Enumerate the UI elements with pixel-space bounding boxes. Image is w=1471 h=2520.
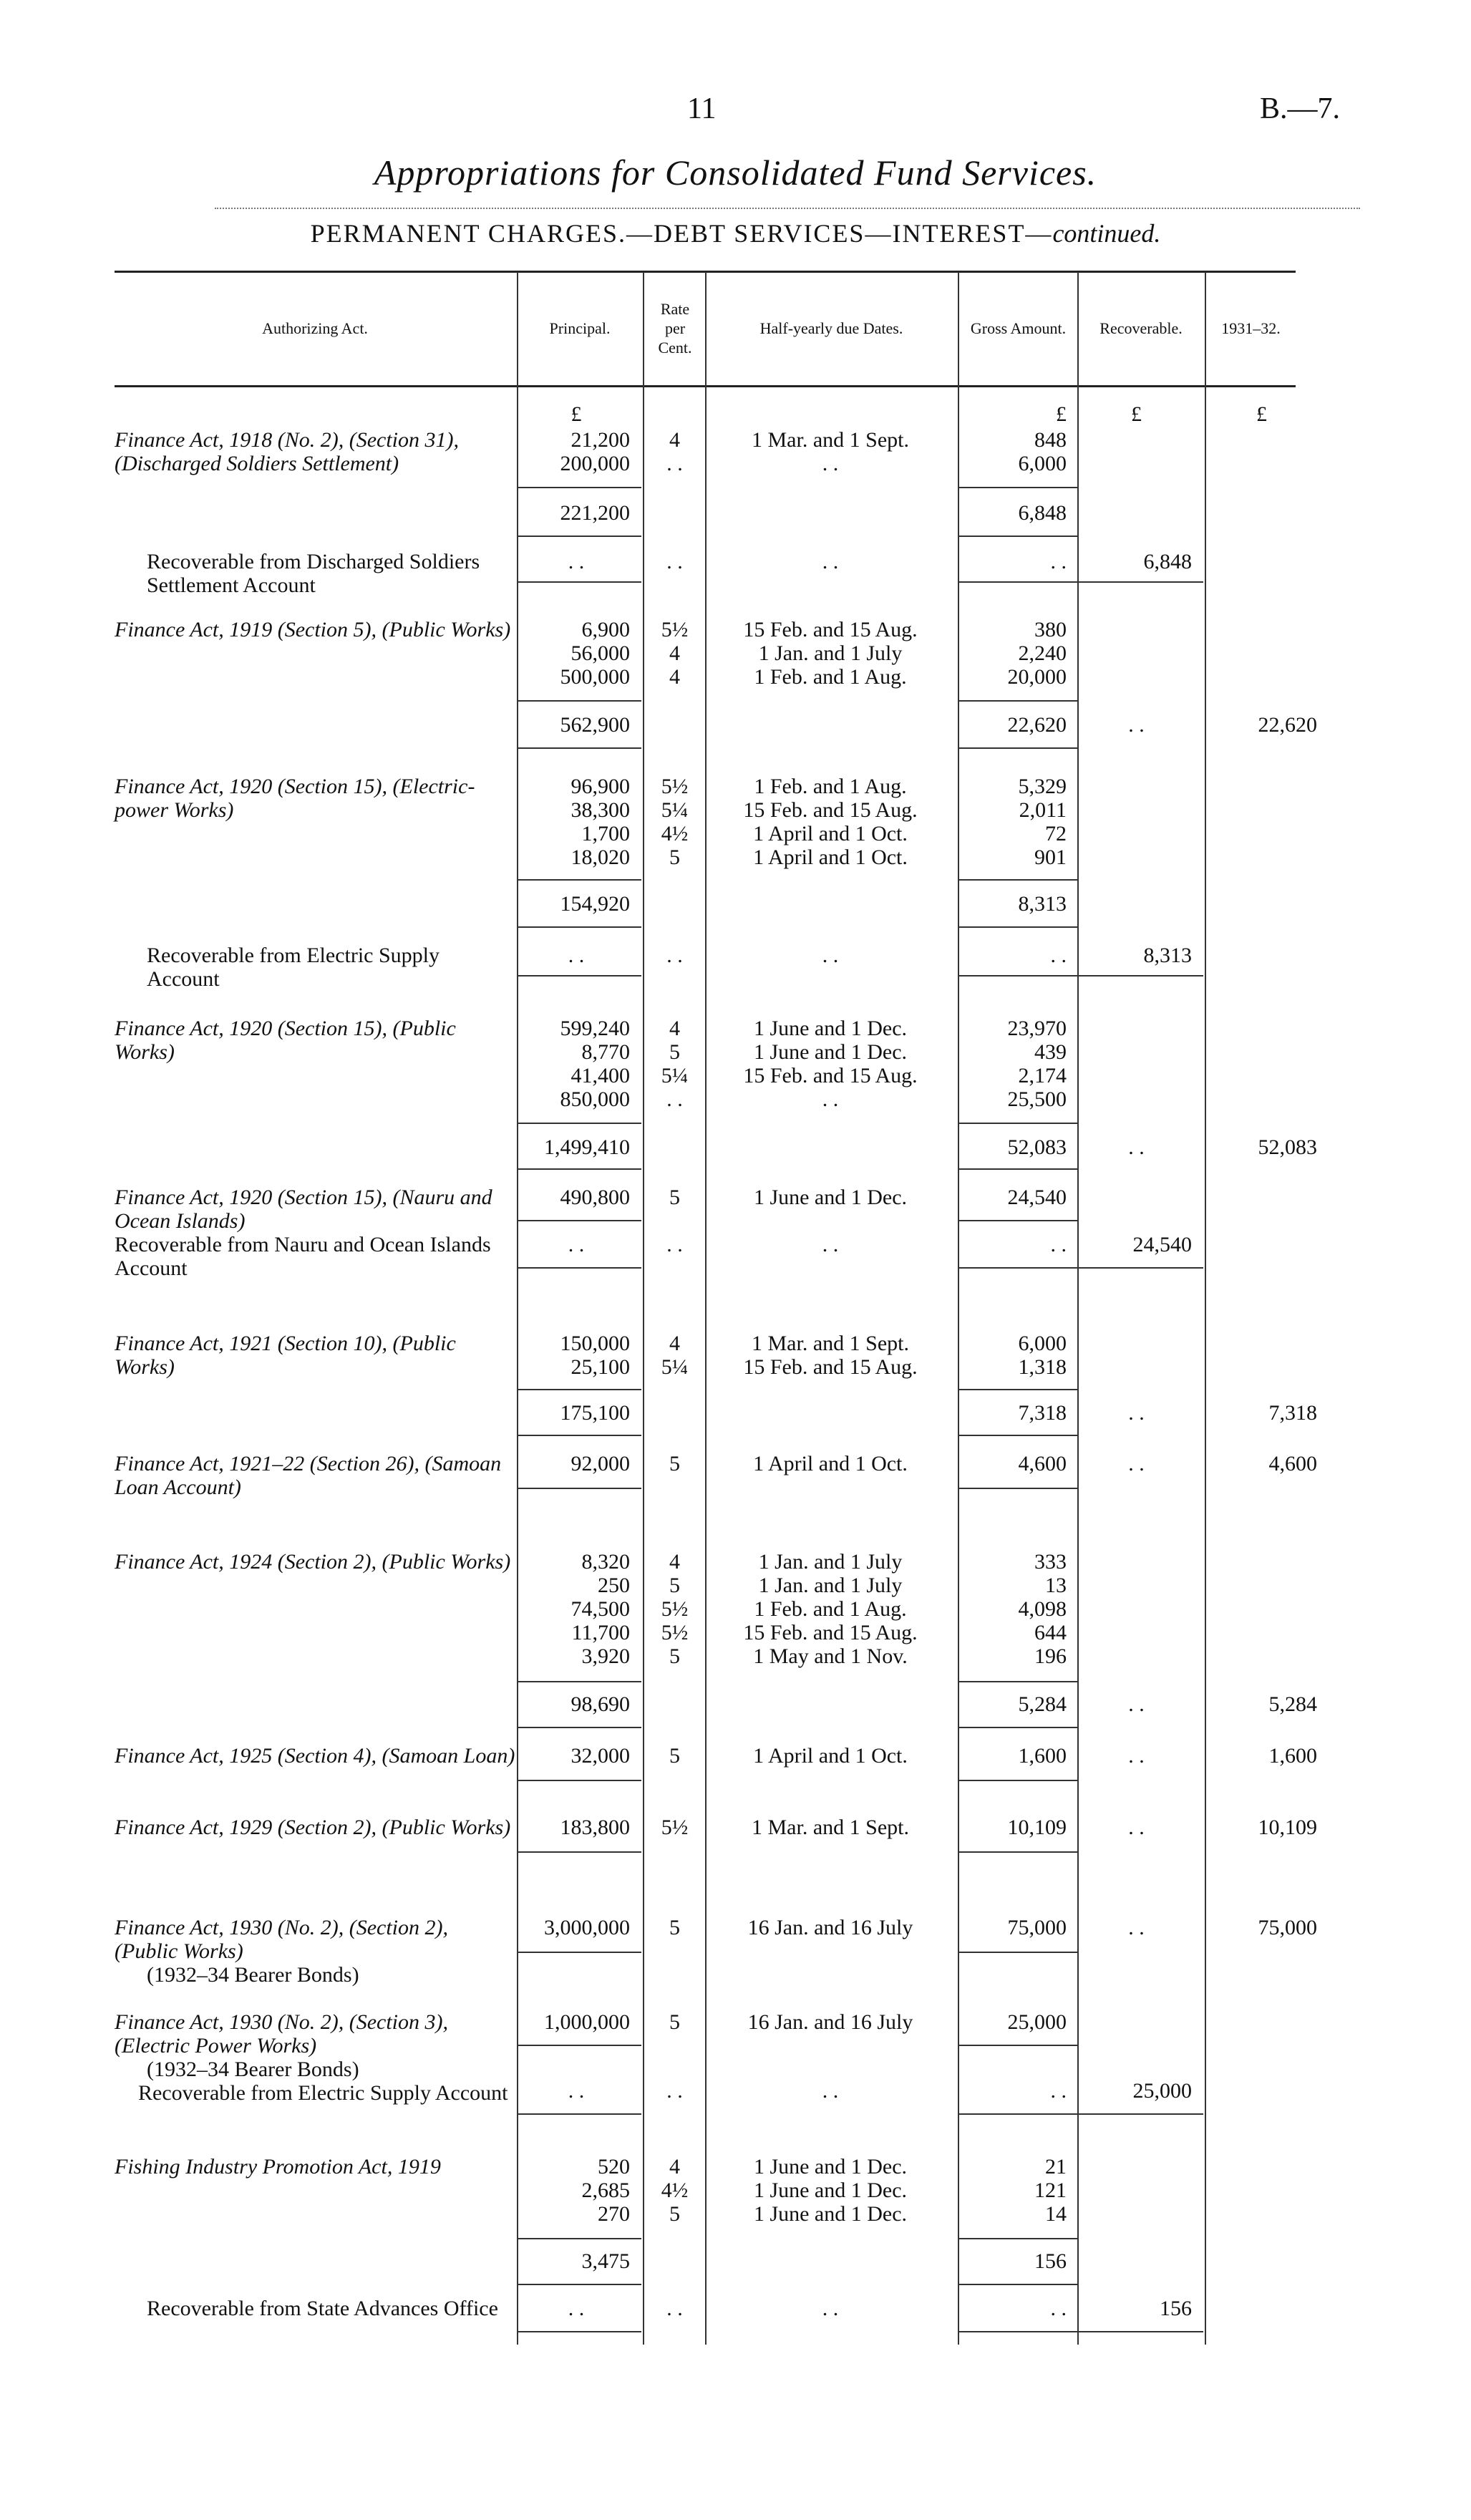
year-total: 4,600 bbox=[1268, 1452, 1317, 1475]
principal-values: 490,800 bbox=[560, 1186, 630, 1209]
row-rule bbox=[959, 1220, 1077, 1221]
principal-subtotal: 154,920 bbox=[560, 892, 630, 916]
col-divider bbox=[1077, 272, 1079, 2345]
row-rule bbox=[1079, 1267, 1203, 1269]
recoverable-nauru: Recoverable from Nauru and Ocean Islands Account bbox=[115, 1233, 491, 1280]
due-dates: 1 Feb. and 1 Aug. 15 Feb. and 15 Aug. 1 April and 1 Oct. 1 April and 1 Oct. bbox=[743, 775, 918, 869]
subtotal-rule bbox=[959, 2238, 1077, 2239]
rate-values: . . bbox=[666, 1233, 683, 1256]
recoverable-amount: 25,000 bbox=[1132, 2079, 1192, 2103]
subtotal-rule bbox=[959, 1389, 1077, 1390]
act-finance-1920-public-works: Finance Act, 1920 (Section 15), (Public Works) bbox=[115, 1017, 456, 1064]
gross-values: . . bbox=[1050, 2297, 1067, 2320]
subtotal-rule bbox=[518, 747, 641, 749]
principal-values: . . bbox=[568, 1233, 585, 1256]
subtotal-rule bbox=[959, 1123, 1077, 1124]
row-rule bbox=[518, 2113, 641, 2115]
col-divider bbox=[643, 272, 644, 2345]
subtotal-rule bbox=[518, 1727, 641, 1728]
act-title: Finance Act, 1930 (No. 2), (Section 3), (Electric Power Works) bbox=[115, 2010, 448, 2058]
act-recoverable-note: Recoverable from Electric Supply Account bbox=[138, 2081, 508, 2105]
subtotal-rule bbox=[518, 1389, 641, 1390]
act-finance-1925: Finance Act, 1925 (Section 4), (Samoan Loan) bbox=[115, 1744, 515, 1768]
gross-values: 848 6,000 bbox=[1018, 428, 1067, 475]
principal-values: 92,000 bbox=[571, 1452, 630, 1475]
gross-values: 333 13 4,098 644 196 bbox=[1018, 1550, 1067, 1668]
gross-subtotal: 8,313 bbox=[1018, 892, 1067, 916]
principal-values: 599,240 8,770 41,400 850,000 bbox=[560, 1017, 630, 1111]
col-divider bbox=[1205, 272, 1206, 2345]
gross-values: 21 121 14 bbox=[1034, 2155, 1067, 2226]
gross-values: . . bbox=[1050, 2079, 1067, 2103]
subtotal-rule bbox=[959, 879, 1077, 881]
subtotal-rule bbox=[518, 700, 641, 702]
principal-subtotal: 175,100 bbox=[560, 1401, 630, 1425]
principal-values: 1,000,000 bbox=[544, 2010, 630, 2034]
rate-values: 5½ bbox=[661, 1816, 689, 1839]
due-dates: 1 Mar. and 1 Sept. bbox=[752, 1816, 909, 1839]
recoverable-discharged-soldiers: Recoverable from Discharged Soldiers Settlement Account bbox=[147, 550, 480, 597]
gross-values: 5,329 2,011 72 901 bbox=[1018, 775, 1067, 869]
principal-values: 6,900 56,000 500,000 bbox=[560, 618, 630, 689]
year-total: 75,000 bbox=[1258, 1916, 1317, 1939]
currency-recoverable: £ bbox=[1131, 402, 1142, 426]
subtotal-rule bbox=[518, 487, 641, 488]
due-dates: 1 Mar. and 1 Sept. . . bbox=[752, 428, 909, 475]
year-total: 7,318 bbox=[1268, 1401, 1317, 1425]
year-total: 1,600 bbox=[1268, 1744, 1317, 1768]
rate-values: 5 bbox=[669, 1186, 680, 1209]
rate-values: 5 bbox=[669, 1744, 680, 1768]
gross-values: . . bbox=[1050, 550, 1067, 573]
recoverable-amount: . . bbox=[1128, 713, 1145, 737]
due-dates: 1 April and 1 Oct. bbox=[753, 1744, 908, 1768]
rate-values: 4 5 5½ 5½ 5 bbox=[661, 1550, 689, 1668]
col-header-act: Authorizing Act. bbox=[262, 319, 368, 337]
rate-values: 5½ 4 4 bbox=[661, 618, 689, 689]
row-rule bbox=[518, 1780, 641, 1781]
principal-subtotal: 1,499,410 bbox=[544, 1135, 630, 1159]
subtotal-rule bbox=[518, 926, 641, 928]
row-rule bbox=[518, 2045, 641, 2046]
row-rule bbox=[518, 2331, 641, 2332]
recoverable-electric-supply: Recoverable from Electric Supply Account bbox=[147, 944, 440, 991]
principal-values: 3,000,000 bbox=[544, 1916, 630, 1939]
act-finance-1921: Finance Act, 1921 (Section 10), (Public Works) bbox=[115, 1332, 456, 1379]
gross-subtotal: 156 bbox=[1034, 2249, 1067, 2273]
subtotal-rule bbox=[518, 1681, 641, 1682]
recoverable-amount: 6,848 bbox=[1143, 550, 1192, 573]
gross-values: 380 2,240 20,000 bbox=[1007, 618, 1067, 689]
act-finance-1929: Finance Act, 1929 (Section 2), (Public Works) bbox=[115, 1816, 511, 1839]
page-subtitle bbox=[0, 218, 1471, 248]
subtotal-rule bbox=[959, 536, 1077, 537]
row-rule bbox=[518, 1488, 641, 1489]
principal-values: 21,200 200,000 bbox=[560, 428, 630, 475]
subtotal-rule bbox=[959, 1435, 1077, 1436]
title-divider bbox=[215, 208, 1360, 209]
recoverable-amount: . . bbox=[1128, 1816, 1145, 1839]
due-dates: 1 June and 1 Dec. bbox=[753, 1186, 908, 1209]
gross-subtotal: 7,318 bbox=[1018, 1401, 1067, 1425]
row-rule bbox=[959, 2045, 1077, 2046]
recoverable-amount: . . bbox=[1128, 1452, 1145, 1475]
subtotal-rule bbox=[959, 1681, 1077, 1682]
due-dates: 1 Jan. and 1 July 1 Jan. and 1 July 1 Feb. and 1 Aug. 15 Feb. and 15 Aug. 1 May and 1 Nov. bbox=[743, 1550, 918, 1668]
row-rule bbox=[959, 1952, 1077, 1953]
act-finance-1921-22: Finance Act, 1921–22 (Section 26), (Samoan Loan Account) bbox=[115, 1452, 502, 1499]
year-total: 10,109 bbox=[1258, 1816, 1317, 1839]
due-dates: 1 June and 1 Dec. 1 June and 1 Dec. 15 Feb. and 15 Aug. . . bbox=[743, 1017, 918, 1111]
rate-values: . . bbox=[666, 2297, 683, 2320]
principal-values: . . bbox=[568, 2079, 585, 2103]
principal-values: 32,000 bbox=[571, 1744, 630, 1768]
principal-values: . . bbox=[568, 944, 585, 967]
row-rule bbox=[959, 975, 1077, 976]
act-finance-1930-section-2 bbox=[115, 1916, 515, 1987]
act-finance-1924: Finance Act, 1924 (Section 2), (Public Works) bbox=[115, 1550, 511, 1574]
act-finance-1920-nauru: Finance Act, 1920 (Section 15), (Nauru and Ocean Islands) bbox=[115, 1186, 492, 1233]
row-rule bbox=[959, 1851, 1077, 1853]
subtotal-rule bbox=[518, 1168, 641, 1170]
row-rule bbox=[518, 1952, 641, 1953]
row-rule bbox=[1079, 581, 1203, 583]
act-note: (1932–34 Bearer Bonds) bbox=[147, 2058, 359, 2081]
document-reference: B.—7. bbox=[1260, 92, 1341, 125]
recoverable-amount: 24,540 bbox=[1132, 1233, 1192, 1256]
row-rule bbox=[518, 581, 641, 583]
gross-subtotal: 5,284 bbox=[1018, 1692, 1067, 1716]
due-dates: . . bbox=[822, 1233, 839, 1256]
due-dates: 15 Feb. and 15 Aug. 1 Jan. and 1 July 1 Feb. and 1 Aug. bbox=[743, 618, 918, 689]
rate-values: . . bbox=[666, 550, 683, 573]
subtotal-rule bbox=[959, 487, 1077, 488]
recoverable-amount: . . bbox=[1128, 1401, 1145, 1425]
due-dates: 1 June and 1 Dec. 1 June and 1 Dec. 1 June and 1 Dec. bbox=[753, 2155, 908, 2226]
currency-gross: £ bbox=[1056, 402, 1067, 426]
row-rule bbox=[518, 1851, 641, 1853]
act-fishing-industry-1919: Fishing Industry Promotion Act, 1919 bbox=[115, 2155, 441, 2179]
principal-subtotal: 562,900 bbox=[560, 713, 630, 737]
gross-values: 10,109 bbox=[1007, 1816, 1067, 1839]
gross-values: . . bbox=[1050, 1233, 1067, 1256]
col-header-recoverable: Recoverable. bbox=[1099, 319, 1183, 337]
due-dates: . . bbox=[822, 2079, 839, 2103]
subtotal-rule bbox=[518, 536, 641, 537]
principal-values: . . bbox=[568, 550, 585, 573]
due-dates: . . bbox=[822, 2297, 839, 2320]
row-rule bbox=[518, 1220, 641, 1221]
gross-subtotal: 52,083 bbox=[1007, 1135, 1067, 1159]
gross-values: 75,000 bbox=[1007, 1916, 1067, 1939]
act-finance-1920-electric: Finance Act, 1920 (Section 15), (Electric-power Works) bbox=[115, 775, 475, 822]
rate-values: . . bbox=[666, 2079, 683, 2103]
gross-values: 23,970 439 2,174 25,500 bbox=[1007, 1017, 1067, 1111]
rate-values: 4 4½ 5 bbox=[661, 2155, 689, 2226]
due-dates: 16 Jan. and 16 July bbox=[747, 2010, 913, 2034]
recoverable-amount: 156 bbox=[1160, 2297, 1192, 2320]
principal-values: 150,000 25,100 bbox=[560, 1332, 630, 1379]
currency-principal: £ bbox=[571, 402, 582, 426]
gross-values: 4,600 bbox=[1018, 1452, 1067, 1475]
rate-values: 5½ 5¼ 4½ 5 bbox=[661, 775, 689, 869]
gross-values: 6,000 1,318 bbox=[1018, 1332, 1067, 1379]
act-note: (1932–34 Bearer Bonds) bbox=[147, 1963, 359, 1987]
subtitle-continued: continued. bbox=[1052, 219, 1161, 248]
rate-values: 5 bbox=[669, 1452, 680, 1475]
due-dates: 1 Mar. and 1 Sept. 15 Feb. and 15 Aug. bbox=[743, 1332, 918, 1379]
principal-values: 520 2,685 270 bbox=[581, 2155, 630, 2226]
rate-values: 4 5¼ bbox=[661, 1332, 689, 1379]
row-rule bbox=[959, 2113, 1077, 2115]
subtotal-rule bbox=[959, 747, 1077, 749]
principal-subtotal: 98,690 bbox=[571, 1692, 630, 1716]
row-rule bbox=[518, 975, 641, 976]
subtotal-rule bbox=[518, 1123, 641, 1124]
page-number: 11 bbox=[687, 92, 717, 125]
principal-subtotal: 3,475 bbox=[581, 2249, 630, 2273]
col-header-rate: Rate per Cent. bbox=[658, 299, 692, 357]
rate-values: . . bbox=[666, 944, 683, 967]
subtotal-rule bbox=[518, 2238, 641, 2239]
col-header-principal: Principal. bbox=[549, 319, 611, 337]
col-header-year: 1931–32. bbox=[1221, 319, 1281, 337]
rate-values: 4 . . bbox=[666, 428, 683, 475]
subtitle-main: PERMANENT CHARGES.—DEBT SERVICES—INTEREST— bbox=[310, 219, 1053, 248]
year-total: 5,284 bbox=[1268, 1692, 1317, 1716]
due-dates: . . bbox=[822, 944, 839, 967]
row-rule bbox=[959, 2331, 1077, 2332]
act-finance-1919: Finance Act, 1919 (Section 5), (Public Works) bbox=[115, 618, 511, 641]
gross-values: 25,000 bbox=[1007, 2010, 1067, 2034]
gross-values: 24,540 bbox=[1007, 1186, 1067, 1209]
principal-values: 183,800 bbox=[560, 1816, 630, 1839]
col-header-gross: Gross Amount. bbox=[970, 319, 1067, 337]
recoverable-amount: . . bbox=[1128, 1744, 1145, 1768]
gross-subtotal: 6,848 bbox=[1018, 501, 1067, 525]
row-rule bbox=[518, 1267, 641, 1269]
col-divider bbox=[958, 272, 959, 2345]
row-rule bbox=[1079, 2331, 1203, 2332]
page-title: Appropriations for Consolidated Fund Services. bbox=[374, 152, 1097, 193]
recoverable-state-advances: Recoverable from State Advances Office bbox=[147, 2297, 498, 2320]
gross-values: 1,600 bbox=[1018, 1744, 1067, 1768]
row-rule bbox=[959, 1488, 1077, 1489]
subtotal-rule bbox=[518, 879, 641, 881]
subtotal-rule bbox=[959, 1727, 1077, 1728]
recoverable-amount: 8,313 bbox=[1143, 944, 1192, 967]
row-rule bbox=[1079, 975, 1203, 976]
principal-values: . . bbox=[568, 2297, 585, 2320]
subtotal-rule bbox=[959, 2284, 1077, 2285]
rate-values: 5 bbox=[669, 1916, 680, 1939]
subtotal-rule bbox=[518, 2284, 641, 2285]
currency-year: £ bbox=[1256, 402, 1267, 426]
principal-values: 8,320 250 74,500 11,700 3,920 bbox=[571, 1550, 630, 1668]
subtotal-rule bbox=[518, 1435, 641, 1436]
subtotal-rule bbox=[959, 1168, 1077, 1170]
recoverable-amount: . . bbox=[1128, 1135, 1145, 1159]
year-total: 52,083 bbox=[1258, 1135, 1317, 1159]
col-divider bbox=[517, 272, 518, 2345]
row-rule bbox=[1079, 2113, 1203, 2115]
year-total: 22,620 bbox=[1258, 713, 1317, 737]
due-dates: . . bbox=[822, 550, 839, 573]
due-dates: 16 Jan. and 16 July bbox=[747, 1916, 913, 1939]
gross-subtotal: 22,620 bbox=[1007, 713, 1067, 737]
recoverable-amount: . . bbox=[1128, 1916, 1145, 1939]
subtotal-rule bbox=[959, 700, 1077, 702]
row-rule bbox=[959, 1780, 1077, 1781]
gross-values: . . bbox=[1050, 944, 1067, 967]
subtotal-rule bbox=[959, 926, 1077, 928]
principal-subtotal: 221,200 bbox=[560, 501, 630, 525]
rate-values: 5 bbox=[669, 2010, 680, 2034]
col-divider bbox=[705, 272, 707, 2345]
act-finance-1918: Finance Act, 1918 (No. 2), (Section 31), (Discharged Soldiers Settlement) bbox=[115, 428, 459, 475]
row-rule bbox=[959, 581, 1077, 583]
due-dates: 1 April and 1 Oct. bbox=[753, 1452, 908, 1475]
principal-values: 96,900 38,300 1,700 18,020 bbox=[571, 775, 630, 869]
recoverable-amount: . . bbox=[1128, 1692, 1145, 1716]
rate-values: 4 5 5¼ . . bbox=[661, 1017, 689, 1111]
row-rule bbox=[959, 1267, 1077, 1269]
act-finance-1930-section-3 bbox=[115, 2010, 515, 2105]
act-title: Finance Act, 1930 (No. 2), (Section 2), (Public Works) bbox=[115, 1916, 448, 1963]
col-header-dates: Half-yearly due Dates. bbox=[759, 319, 903, 337]
